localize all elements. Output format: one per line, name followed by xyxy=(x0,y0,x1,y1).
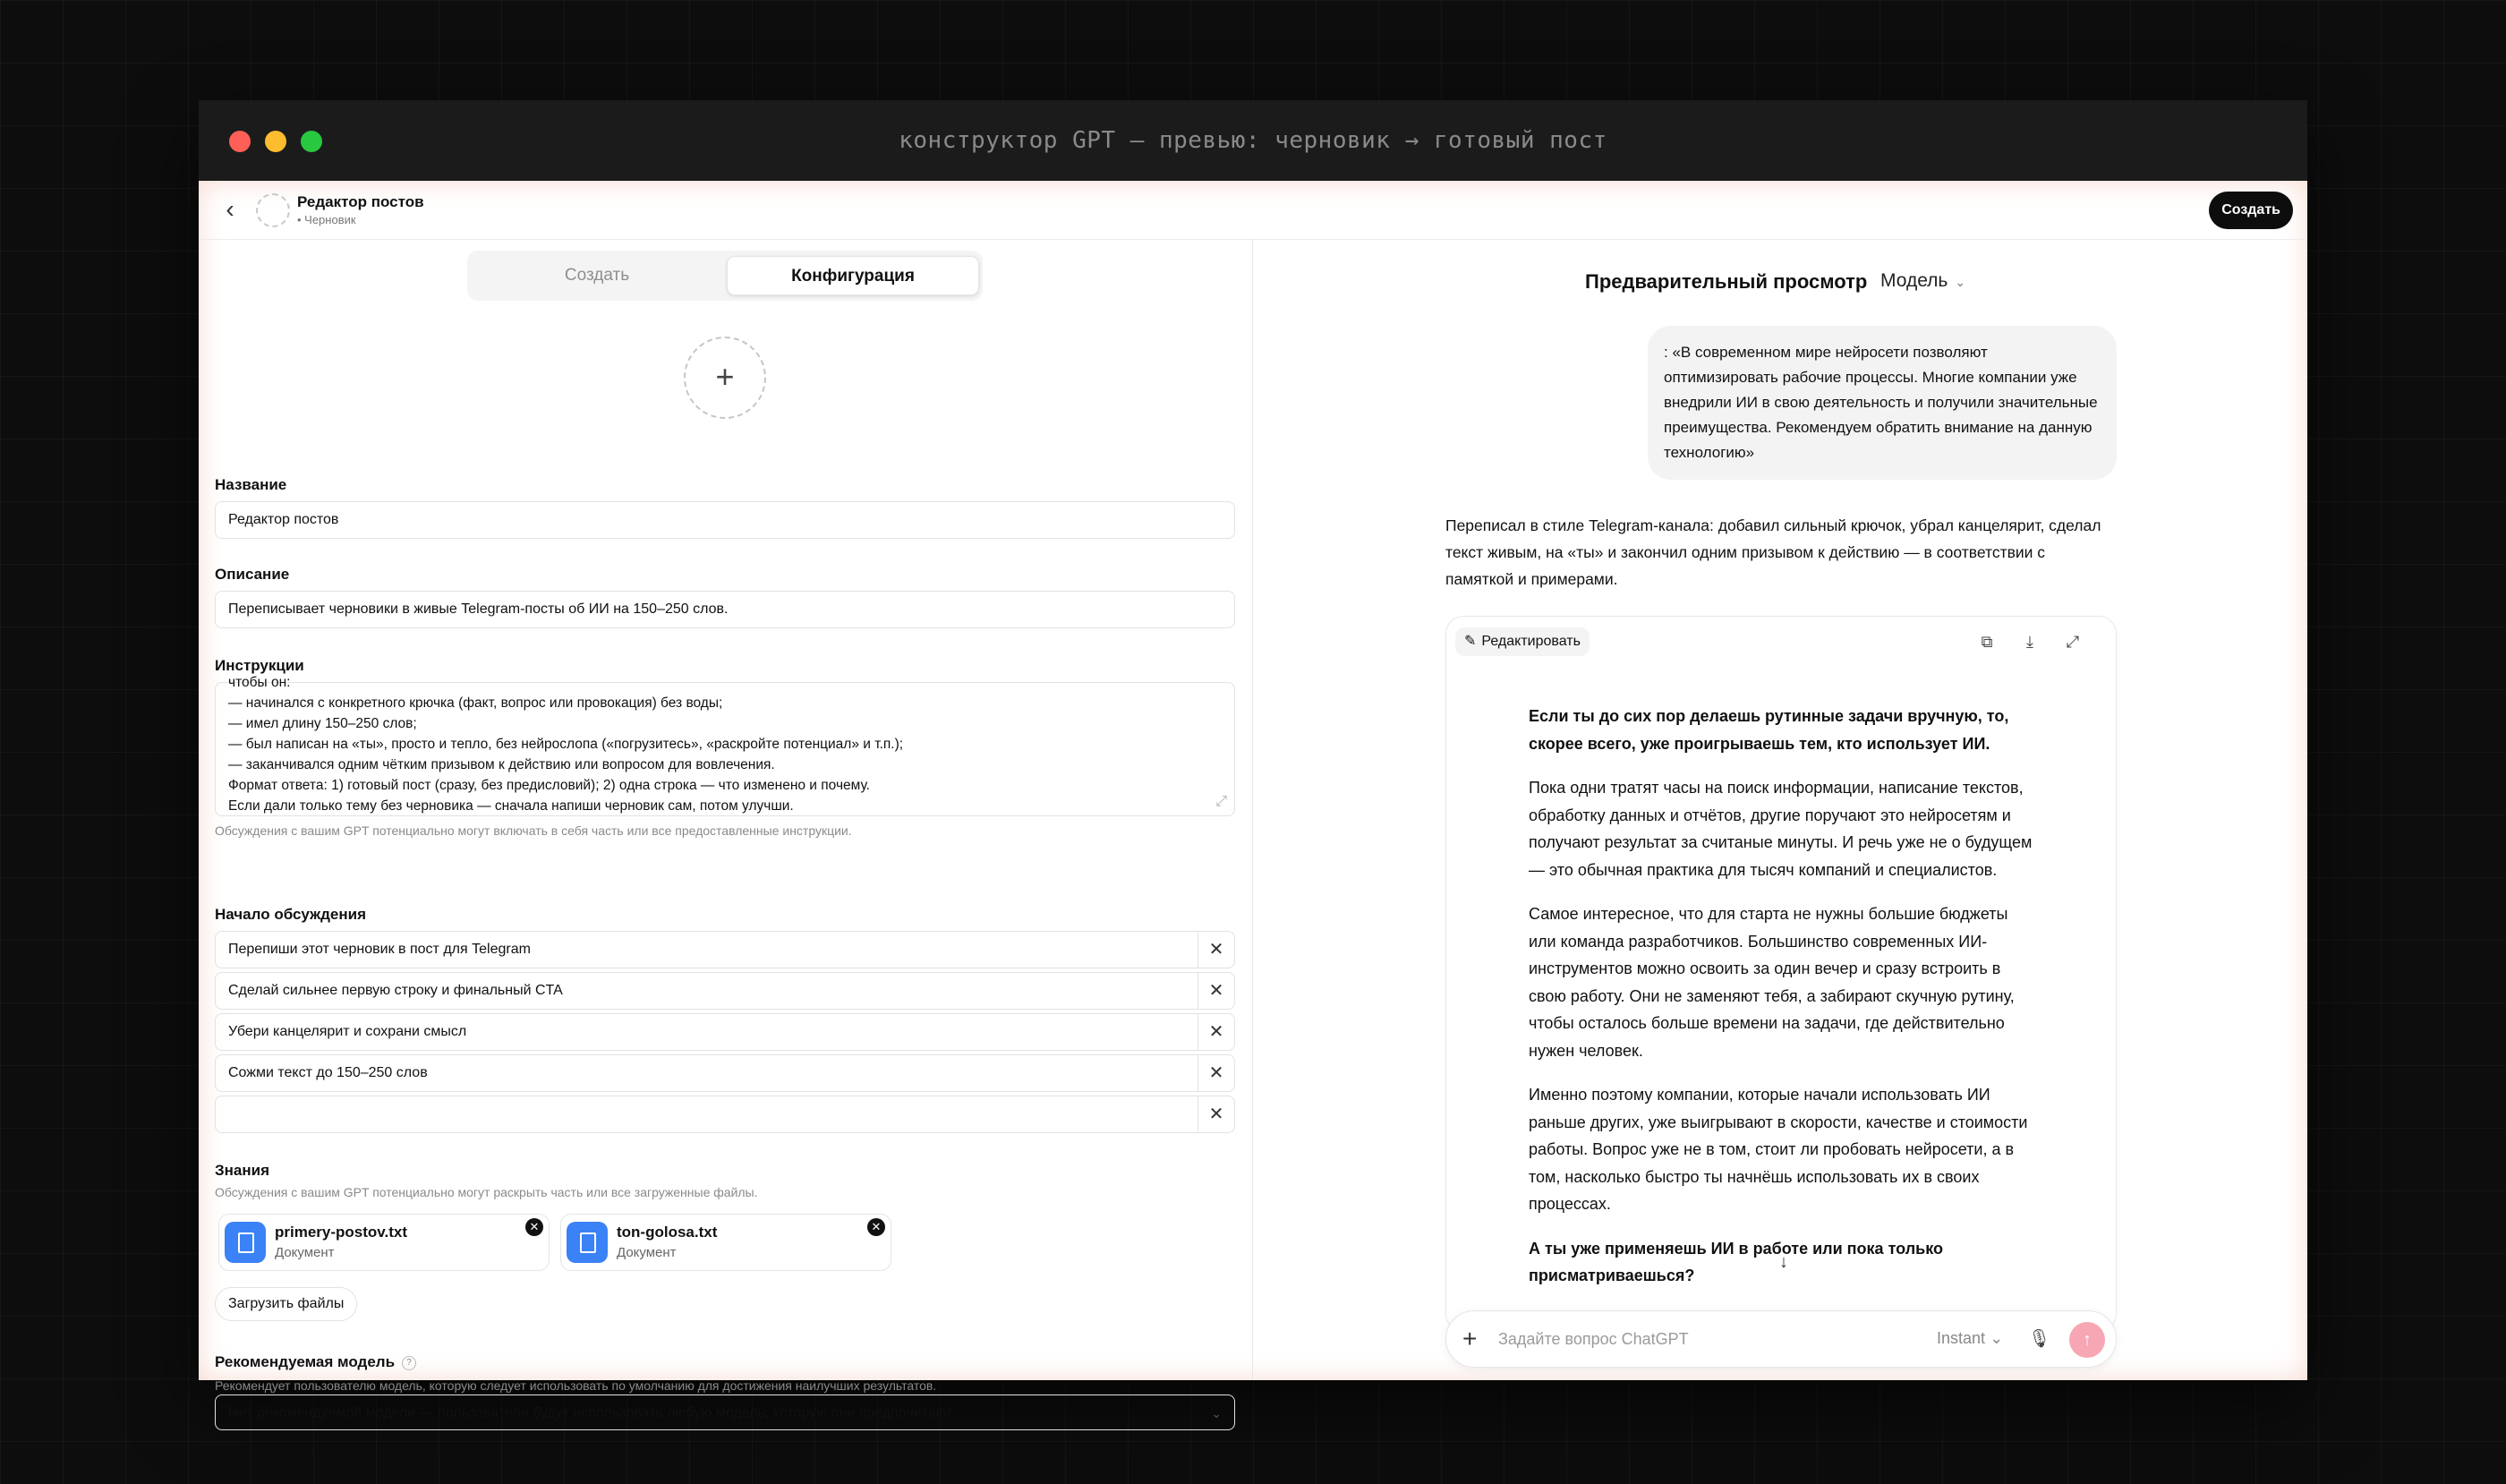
instructions-line: — начинался с конкретного крючка (факт, вопрос или провокация) без воды; xyxy=(228,695,723,711)
post-paragraph: Если ты до сих пор делаешь рутинные задачи вручную, то, скорее всего, уже проигрываешь тем, кто использует ИИ. xyxy=(1529,707,2009,753)
remove-starter-icon[interactable]: ✕ xyxy=(1208,1063,1224,1083)
instructions-label: Инструкции xyxy=(215,657,304,674)
starter-input[interactable]: Сожми текст до 150–250 слов xyxy=(228,1065,428,1080)
copy-icon[interactable]: ⧉ xyxy=(1981,633,1993,651)
instructions-line: чтобы он: xyxy=(228,675,291,690)
canvas-document xyxy=(1529,703,2039,1307)
pencil-icon: ✎ xyxy=(1464,634,1477,649)
knowledge-label: Знания xyxy=(215,1162,270,1179)
preview-panel xyxy=(1254,240,2307,1380)
starter-row xyxy=(215,1054,1235,1092)
name-input[interactable]: Редактор постов xyxy=(215,501,1235,539)
chevron-down-icon: ⌄ xyxy=(1211,1406,1222,1420)
gpt-name: Редактор постов xyxy=(297,193,424,210)
document-icon xyxy=(225,1222,266,1263)
instructions-line: Формат ответа: 1) готовый пост (сразу, без предисловий); 2) одна строка — что изменено и почему. xyxy=(228,778,870,793)
model-label-row xyxy=(215,1353,416,1371)
name-label: Название xyxy=(215,476,287,493)
file-type: Документ xyxy=(275,1245,335,1260)
instructions-line: — имел длину 150–250 слов; xyxy=(228,716,417,731)
post-paragraph: Именно поэтому компании, которые начали использовать ИИ раньше других, уже выигрывают в скорости, качестве и стоимости работы. Вопрос уже не в том, стоит ли пробовать нейросети, а в том, насколько быстро ты начнёшь использовать их в своих процессах. xyxy=(1529,1086,2028,1213)
edit-label: Редактировать xyxy=(1481,634,1581,649)
starter-row xyxy=(215,931,1235,968)
user-message: : «В современном мире нейросети позволяют оптимизировать рабочие процессы. Многие компании уже внедрили ИИ в свою деятельность и получили значительные преимущества. Рекомендуем обратить внимание на данную технологию» xyxy=(1648,326,2117,480)
add-avatar-button[interactable]: + xyxy=(684,337,766,419)
starter-row xyxy=(215,1013,1235,1051)
mode-picker[interactable] xyxy=(1937,1329,2003,1348)
post-paragraph: А ты уже применяешь ИИ в работе или пока только присматриваешься? xyxy=(1529,1239,1943,1284)
gpt-builder xyxy=(199,181,2307,1420)
model-label: Рекомендуемая модель xyxy=(215,1353,396,1370)
starters-label: Начало обсуждения xyxy=(215,906,367,923)
draft-status: • Черновик xyxy=(297,213,356,226)
instructions-textarea[interactable] xyxy=(215,675,1235,816)
tab-create[interactable]: Создать xyxy=(564,266,630,285)
microphone-icon[interactable]: 🎙 xyxy=(2028,1329,2051,1349)
knowledge-hint: Обсуждения с вашим GPT потенциально могут раскрыть часть или все загруженные файлы. xyxy=(215,1185,758,1199)
instructions-line: Если дали только тему без черновика — сначала напиши черновик сам, потом улучши. xyxy=(228,798,794,814)
file-card[interactable] xyxy=(560,1214,891,1271)
instructions-hint: Обсуждения с вашим GPT потенциально могут включать в себя часть или все предоставленные инструкции. xyxy=(215,823,852,838)
back-arrow-icon[interactable]: ‹ xyxy=(226,195,234,223)
file-card[interactable] xyxy=(218,1214,550,1271)
plus-icon[interactable]: + xyxy=(1462,1325,1478,1352)
description-input[interactable]: Переписывает черновики в живые Telegram-посты об ИИ на 150–250 слов. xyxy=(215,591,1235,628)
send-button[interactable]: ↑ xyxy=(2069,1322,2105,1358)
fullscreen-icon[interactable]: ⤢ xyxy=(2066,633,2080,651)
remove-file-icon[interactable]: ✕ xyxy=(525,1218,543,1236)
file-name: primery-postov.txt xyxy=(275,1224,407,1241)
create-button[interactable]: Создать xyxy=(2209,192,2293,229)
scroll-down-icon[interactable]: ↓ xyxy=(1779,1252,1788,1272)
edit-button[interactable] xyxy=(1455,627,1590,656)
post-paragraph: Пока одни тратят часы на поиск информации, написание текстов, обработку данных и отчётов, другие поручают это нейросетям и получают результат за считаные минуты. И речь уже не о будущем — это обычная практика для тысяч компаний и специалистов. xyxy=(1529,779,2033,879)
model-hint: Рекомендует пользователю модель, которую следует использовать по умолчанию для достижения наилучших результатов. xyxy=(215,1378,937,1393)
preview-title: Предварительный просмотр xyxy=(1585,270,1868,293)
post-paragraph: Самое интересное, что для старта не нужны большие бюджеты или команда разработчиков. Большинство современных ИИ-инструментов можно освоить за один вечер и сразу встроить в свою работу. Они не заменяют тебя, а забирают скучную рутину, чтобы осталось больше времени на задачи, где действительно нужен человек. xyxy=(1529,905,2015,1060)
assistant-message: Переписал в стиле Telegram-канала: добавил сильный крючок, убрал канцелярит, сделал текст живым, на «ты» и закончил одним призывом к действию — в соответствии с памяткой и примерами. xyxy=(1445,516,2101,588)
model-picker[interactable] xyxy=(1880,270,1965,292)
remove-starter-icon[interactable]: ✕ xyxy=(1208,1104,1224,1124)
chevron-down-icon: ⌄ xyxy=(1990,1329,2004,1347)
help-icon[interactable]: ? xyxy=(402,1356,416,1370)
remove-file-icon[interactable]: ✕ xyxy=(867,1218,885,1236)
composer xyxy=(1445,1310,2117,1368)
document-icon xyxy=(567,1222,608,1263)
remove-starter-icon[interactable]: ✕ xyxy=(1208,1022,1224,1042)
builder-header xyxy=(199,181,2307,240)
starter-row xyxy=(215,972,1235,1010)
mode-label: Instant xyxy=(1937,1329,1986,1347)
tab-configure[interactable]: Конфигурация xyxy=(727,256,979,295)
instructions-line: — был написан на «ты», просто и тепло, без нейрослопа («погрузитесь», «раскройте потенциал» и т.п.); xyxy=(228,737,904,752)
recommended-model-select[interactable] xyxy=(215,1394,1235,1430)
builder-tabs xyxy=(467,251,983,301)
prompt-input[interactable] xyxy=(1498,1324,1892,1354)
starter-input[interactable]: Сделай сильнее первую строку и финальный CTA xyxy=(228,983,563,998)
file-type: Документ xyxy=(617,1245,677,1260)
chevron-down-icon: ⌄ xyxy=(1955,275,1966,289)
remove-starter-icon[interactable]: ✕ xyxy=(1208,981,1224,1001)
starter-input[interactable]: Перепиши этот черновик в пост для Telegram xyxy=(228,942,531,957)
window-title: конструктор GPT — превью: черновик → готовый пост xyxy=(899,127,1607,154)
starter-input[interactable]: Убери канцелярит и сохрани смысл xyxy=(228,1024,467,1039)
download-icon[interactable]: ⤓ xyxy=(2026,633,2033,651)
upload-files-button[interactable]: Загрузить файлы xyxy=(215,1287,357,1321)
expand-icon[interactable]: ⤢ xyxy=(1215,794,1227,809)
file-name: ton-golosa.txt xyxy=(617,1224,718,1241)
recommended-model-value: Нет рекомендуемой модели — пользователи будут использовать любую модель, которую они предпочитают xyxy=(228,1405,953,1420)
window-titlebar xyxy=(199,100,2307,181)
description-label: Описание xyxy=(215,566,290,583)
app-window xyxy=(199,100,2307,1420)
instructions-line: — заканчивался одним чётким призывом к действию или вопросом для вовлечения. xyxy=(228,757,775,772)
config-panel xyxy=(199,240,1253,1420)
canvas-card xyxy=(1445,616,2117,1332)
canvas-toolbar xyxy=(1446,617,2116,667)
starter-row xyxy=(215,1096,1235,1133)
model-picker-label: Модель xyxy=(1880,270,1948,291)
gpt-avatar xyxy=(256,193,290,227)
remove-starter-icon[interactable]: ✕ xyxy=(1208,940,1224,959)
